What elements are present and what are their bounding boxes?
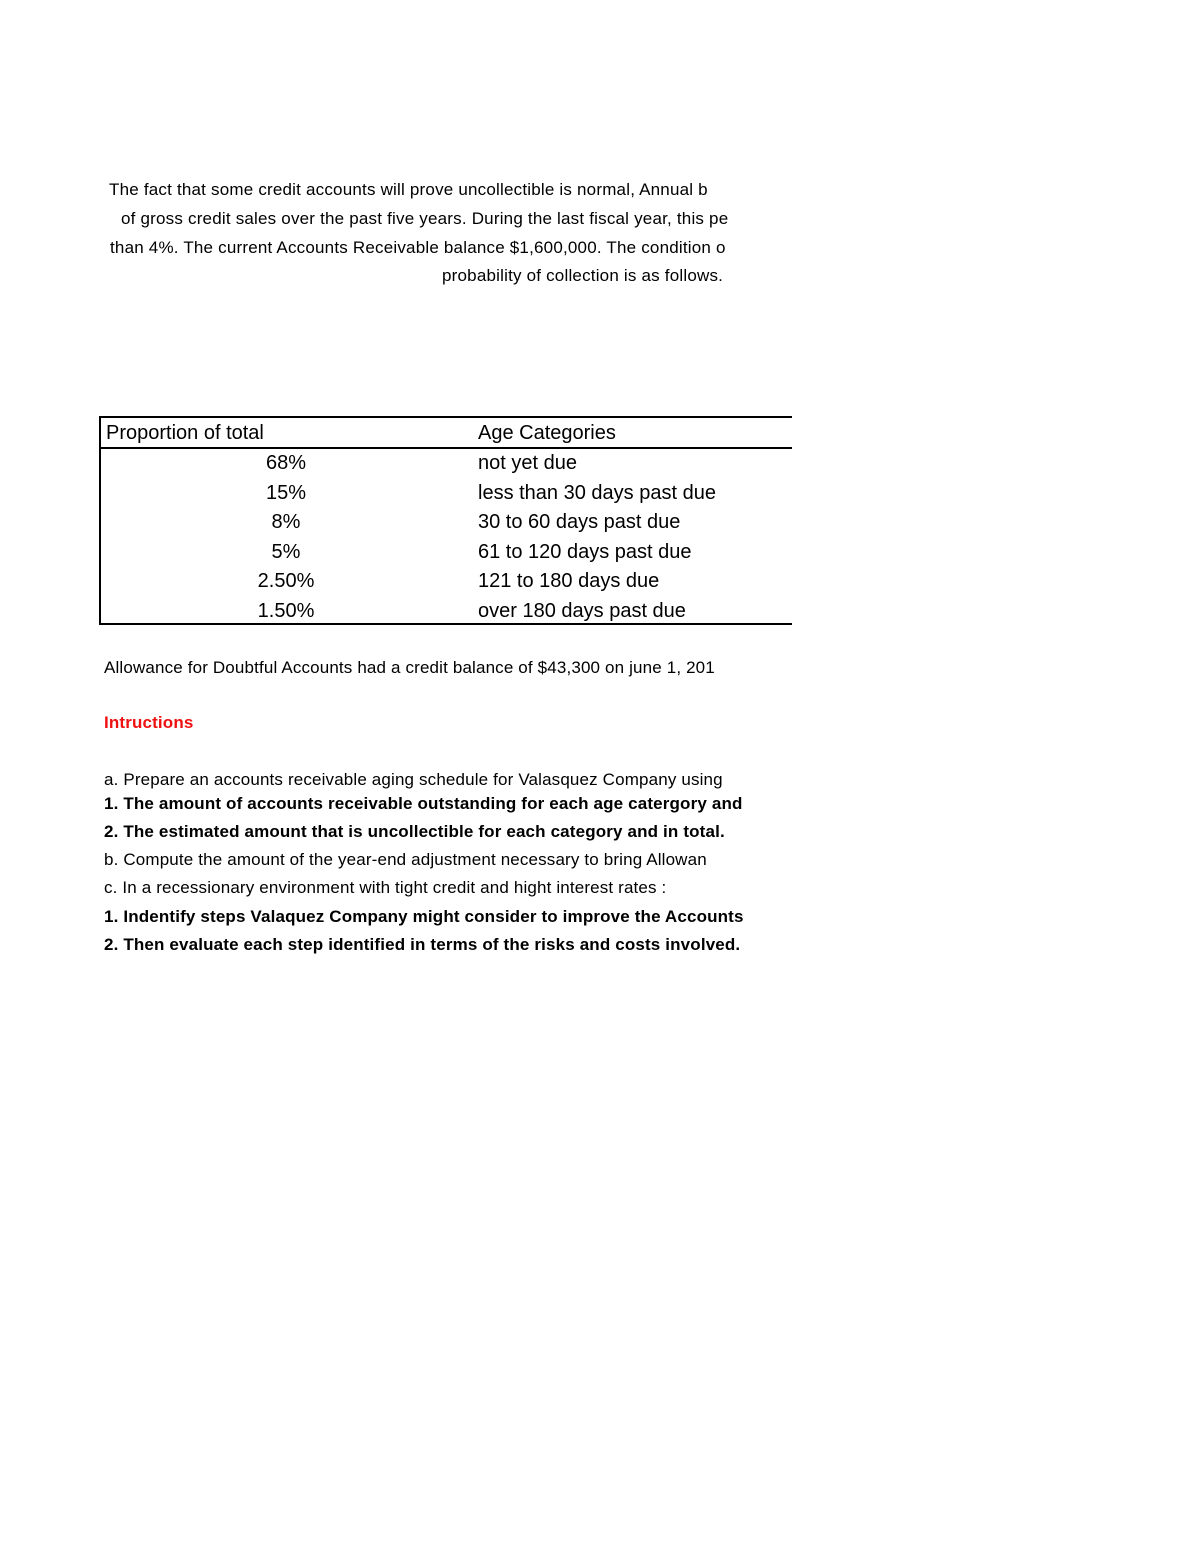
table-row: [101, 567, 792, 597]
intro-line-1: The fact that some credit accounts will prove uncollectible is normal, Annual b: [109, 180, 708, 199]
proportion-cell: 5%: [271, 541, 301, 563]
header-age-categories: Age Categories: [478, 422, 616, 444]
instruction-c-2: 2. Then evaluate each step identified in terms of the risks and costs involved.: [104, 935, 741, 954]
intro-line-4: probability of collection is as follows.: [442, 266, 724, 285]
allowance-text: Allowance for Doubtful Accounts had a credit balance of $43,300 on june 1, 201: [104, 658, 715, 677]
age-category-cell: over 180 days past due: [478, 600, 686, 622]
table-header: [101, 418, 792, 449]
proportion-cell: 2.50%: [257, 570, 315, 592]
age-category-cell: not yet due: [478, 452, 577, 474]
table-row: [101, 479, 792, 509]
table-row: [101, 538, 792, 568]
intro-line-3: than 4%. The current Accounts Receivable balance $1,600,000. The condition o: [110, 238, 726, 257]
instruction-b: b. Compute the amount of the year-end adjustment necessary to bring Allowan: [104, 850, 707, 869]
age-category-cell: 121 to 180 days due: [478, 570, 660, 592]
age-category-cell: 61 to 120 days past due: [478, 541, 692, 563]
instruction-c: c. In a recessionary environment with tight credit and hight interest rates :: [104, 878, 667, 897]
table-row: [101, 597, 792, 627]
header-proportion: Proportion of total: [106, 422, 264, 444]
instruction-a: a. Prepare an accounts receivable aging schedule for Valasquez Company using: [104, 770, 723, 789]
instruction-a-2: 2. The estimated amount that is uncollectible for each category and in total.: [104, 822, 725, 841]
proportion-cell: 68%: [265, 452, 307, 474]
age-category-cell: 30 to 60 days past due: [478, 511, 681, 533]
instructions-heading: Intructions: [104, 713, 194, 732]
instruction-c-1: 1. Indentify steps Valaquez Company might consider to improve the Accounts: [104, 907, 744, 926]
proportion-cell: 8%: [271, 511, 301, 533]
aging-table: [99, 416, 792, 625]
proportion-cell: 15%: [265, 482, 307, 504]
intro-line-2: of gross credit sales over the past five years. During the last fiscal year, this pe: [121, 209, 729, 228]
age-category-cell: less than 30 days past due: [478, 482, 716, 504]
instruction-a-1: 1. The amount of accounts receivable outstanding for each age catergory and: [104, 794, 743, 813]
table-row: [101, 449, 792, 479]
table-row: [101, 508, 792, 538]
proportion-cell: 1.50%: [257, 600, 315, 622]
